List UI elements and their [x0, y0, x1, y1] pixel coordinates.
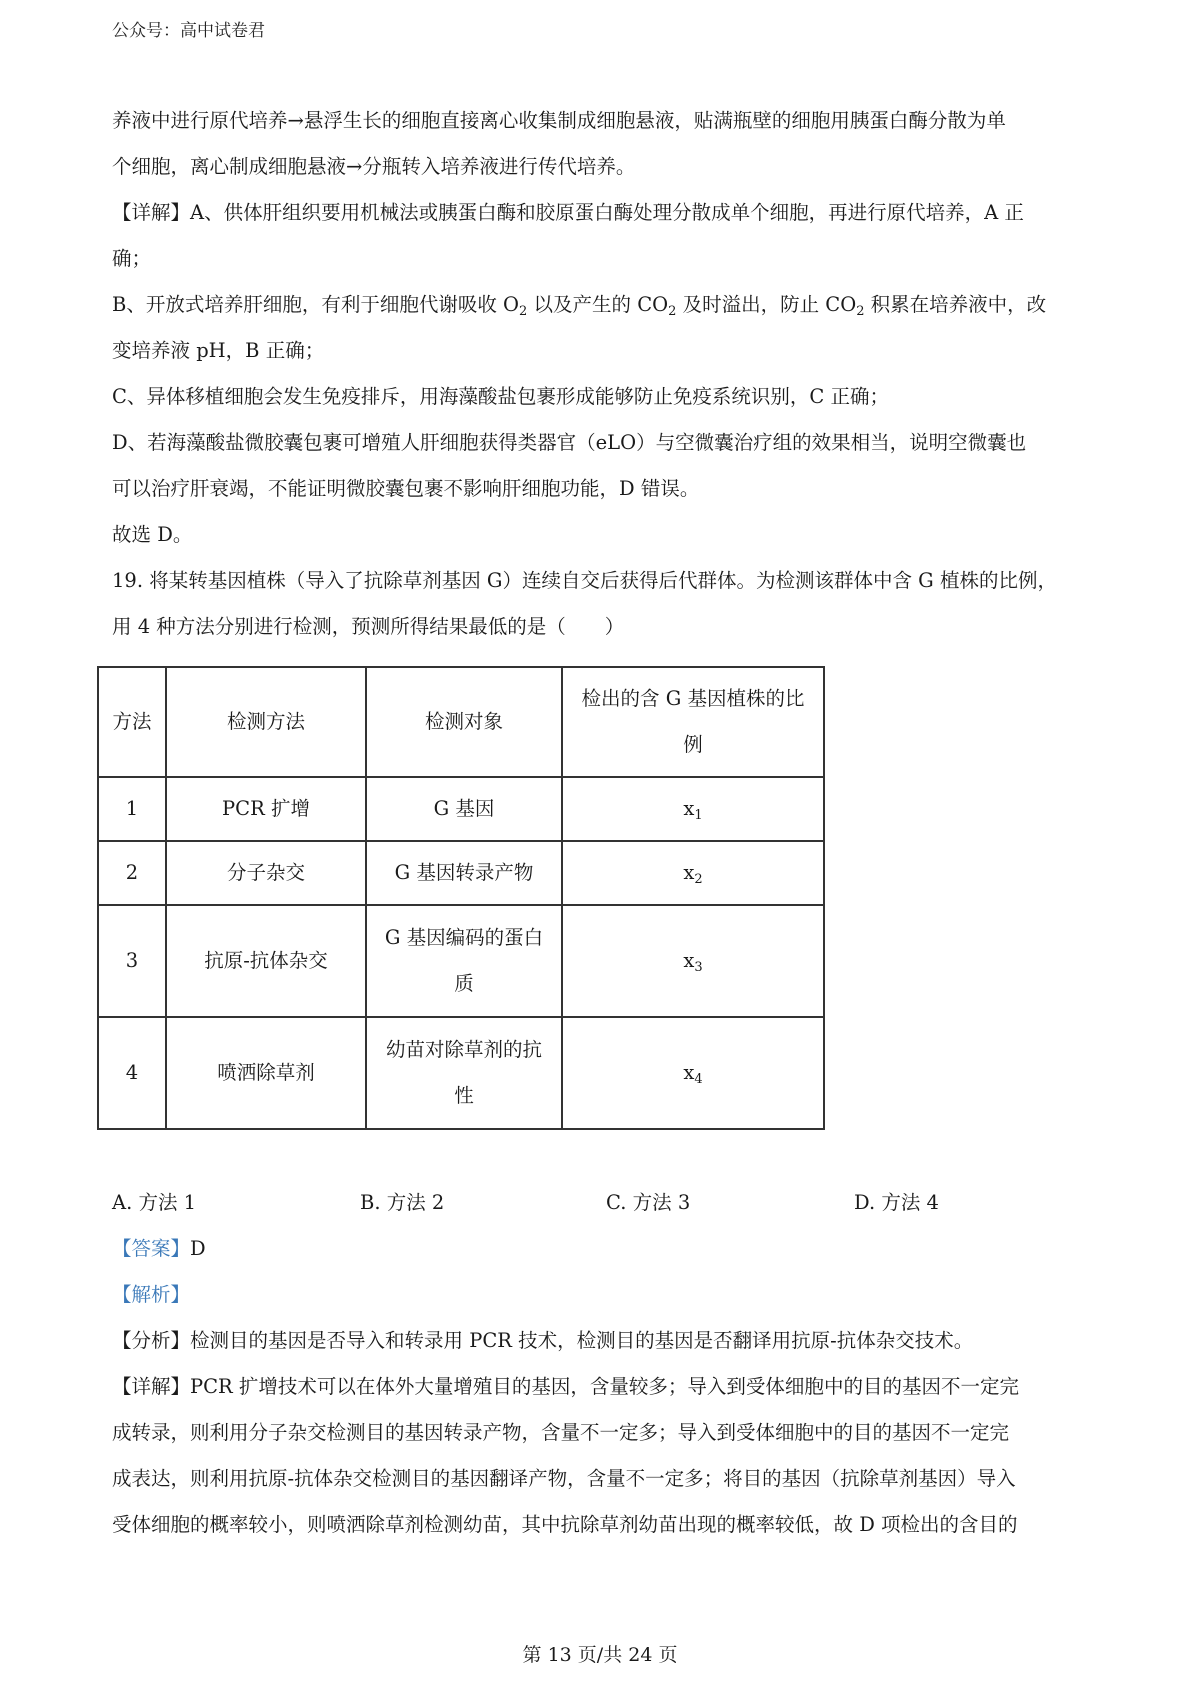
paragraph-line: D、若海藻酸盐微胶囊包裹可增殖人肝细胞获得类器官（eLO）与空微囊治疗组的效果相当，说明空微囊也: [112, 431, 1027, 454]
option-c: C. 方法 3: [606, 1191, 691, 1214]
answer-line: [112, 1226, 1102, 1272]
table-header-cell: 检出的含 G 基因植株的比例: [562, 667, 824, 777]
table-row: [98, 1017, 824, 1129]
option-d: D. 方法 4: [854, 1191, 939, 1214]
page-footer: 第 13 页/共 24 页: [522, 1644, 678, 1666]
detail-line: [112, 1364, 1102, 1410]
table-cell: 2: [98, 841, 166, 905]
detection-table: [97, 666, 825, 1130]
analysis-text: 检测目的基因是否导入和转录用 PCR 技术，检测目的基因是否翻译用抗原-抗体杂交技术。: [190, 1329, 974, 1352]
table-cell: 抗原-抗体杂交: [166, 905, 366, 1017]
subscript: 2: [668, 304, 677, 319]
detail-label: 【详解】: [112, 1375, 191, 1398]
paragraph-line: 受体细胞的概率较小，则喷洒除草剂检测幼苗，其中抗除草剂幼苗出现的概率较低，故 D 项检出的含目的: [112, 1513, 1018, 1536]
analysis-line: [112, 1318, 1102, 1364]
paragraph-line: 可以治疗肝衰竭，不能证明微胶囊包裹不影响肝细胞功能，D 错误。: [112, 477, 700, 500]
page-header: 公众号：高中试卷君: [112, 21, 265, 41]
table-cell: G 基因转录产物: [366, 841, 562, 905]
subscript: 2: [694, 872, 703, 887]
table-cell: G 基因编码的蛋白质: [366, 905, 562, 1017]
paragraph-line: 确；: [112, 247, 152, 270]
text-fragment: B、开放式培养肝细胞，有利于细胞代谢吸收 O: [112, 293, 520, 316]
table-cell: 幼苗对除草剂的抗性: [366, 1017, 562, 1129]
paragraph-line: 个细胞，离心制成细胞悬液→分瓶转入培养液进行传代培养。: [112, 155, 636, 178]
detail-paragraph: [112, 190, 1102, 236]
ratio-symbol: x: [683, 1061, 695, 1084]
paragraph-line: 成表达，则利用抗原-抗体杂交检测目的基因翻译产物，含量不一定多；将目的基因（抗除草剂基因）导入: [112, 1467, 1016, 1490]
table-cell: [562, 777, 824, 841]
table-row: [98, 841, 824, 905]
table-cell: 1: [98, 777, 166, 841]
answer-block: [112, 1226, 1102, 1548]
paragraph-line: 变培养液 pH，B 正确；: [112, 339, 325, 362]
table-cell: [562, 905, 824, 1017]
subscript: 4: [694, 1072, 703, 1087]
detail-text: PCR 扩增技术可以在体外大量增殖目的基因，含量较多；导入到受体细胞中的目的基因不一定完: [190, 1375, 1019, 1398]
text-fragment: 以及产生的 CO: [527, 293, 669, 316]
analysis-heading: 【解析】: [112, 1283, 191, 1306]
subscript: 3: [694, 960, 703, 975]
analysis-label: 【分析】: [112, 1329, 191, 1352]
table-cell: 4: [98, 1017, 166, 1129]
table-header-cell: 方法: [98, 667, 166, 777]
detail-b-line: [112, 282, 1102, 328]
subscript: 1: [694, 808, 703, 823]
text-fragment: 及时溢出，防止 CO: [676, 293, 857, 316]
paragraph-line: C、异体移植细胞会发生免疫排斥，用海藻酸盐包裹形成能够防止免疫系统识别，C 正确；: [112, 385, 890, 408]
question-line: 用 4 种方法分别进行检测，预测所得结果最低的是（ ）: [112, 615, 625, 638]
choose-line: 故选 D。: [112, 523, 193, 546]
ratio-symbol: x: [683, 949, 695, 972]
detail-a-text: A、供体肝组织要用机械法或胰蛋白酶和胶原蛋白酶处理分散成单个细胞，再进行原代培养，A 正: [190, 201, 1024, 224]
table-cell: PCR 扩增: [166, 777, 366, 841]
table-cell: [562, 1017, 824, 1129]
table-cell: G 基因: [366, 777, 562, 841]
subscript: 2: [519, 304, 528, 319]
explanation-block: [112, 98, 1102, 650]
option-b: B. 方法 2: [360, 1191, 445, 1214]
table-cell: [562, 841, 824, 905]
table-row: [98, 777, 824, 841]
text-fragment: 积累在培养液中，改: [864, 293, 1047, 316]
answer-value: D: [190, 1237, 206, 1260]
paragraph-line: 养液中进行原代培养→悬浮生长的细胞直接离心收集制成细胞悬液，贴满瓶壁的细胞用胰蛋白酶分散为单: [112, 109, 1006, 132]
ratio-symbol: x: [683, 861, 695, 884]
subscript: 2: [856, 304, 865, 319]
option-a: A. 方法 1: [112, 1191, 197, 1214]
table-header-cell: 检测对象: [366, 667, 562, 777]
table-header-cell: 检测方法: [166, 667, 366, 777]
table-header-row: [98, 667, 824, 777]
question-line: 19. 将某转基因植株（导入了抗除草剂基因 G）连续自交后获得后代群体。为检测该群体中含 G 植株的比例，: [112, 569, 1057, 592]
answer-label: 【答案】: [112, 1237, 191, 1260]
table-cell: 3: [98, 905, 166, 1017]
paragraph-line: 成转录，则利用分子杂交检测目的基因转录产物，含量不一定多；导入到受体细胞中的目的基因不一定完: [112, 1421, 1010, 1444]
table-cell: 喷洒除草剂: [166, 1017, 366, 1129]
table-row: [98, 905, 824, 1017]
ratio-symbol: x: [683, 797, 695, 820]
table-cell: 分子杂交: [166, 841, 366, 905]
detail-label: 【详解】: [112, 201, 191, 224]
